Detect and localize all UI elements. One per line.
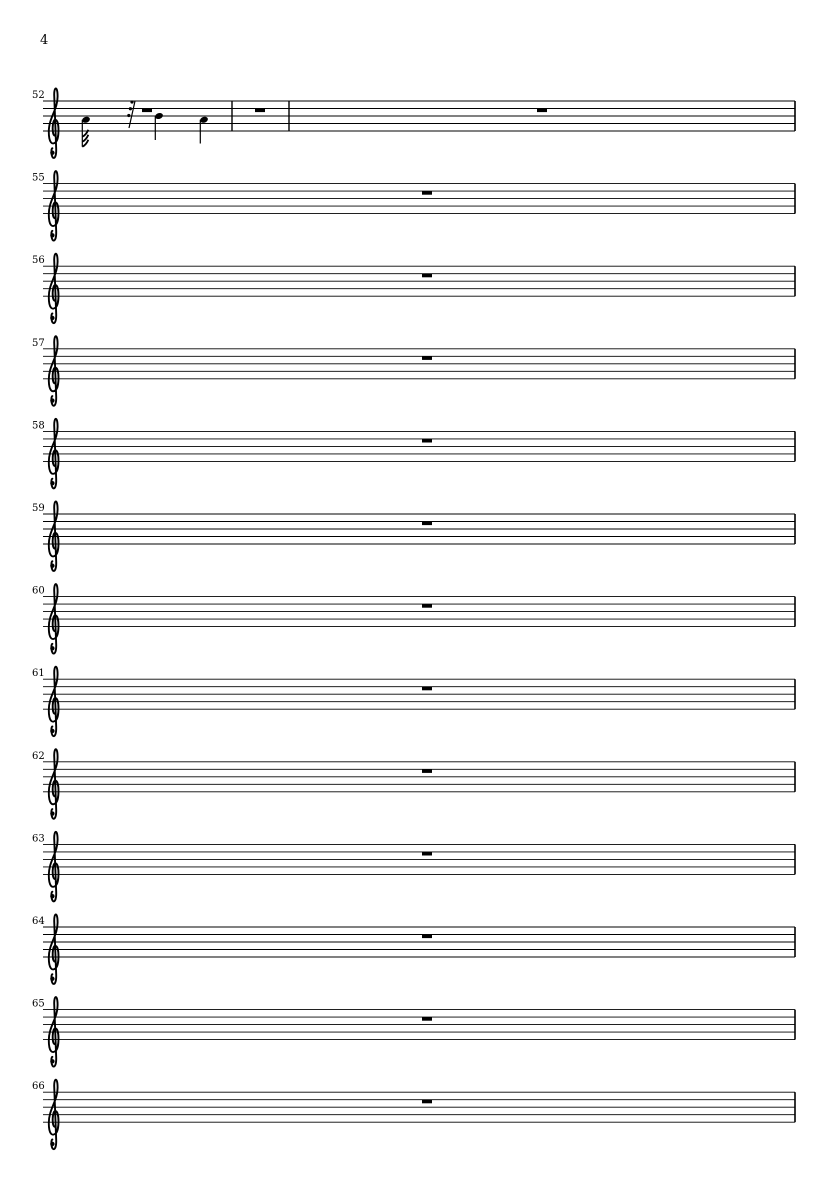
note-d5-quarter <box>154 112 164 140</box>
staff-system <box>32 88 795 158</box>
staff-system <box>32 667 795 737</box>
measure-number: 66 <box>32 1081 45 1093</box>
measure-number: 52 <box>32 90 45 101</box>
whole-rest <box>422 935 432 939</box>
whole-rest <box>422 522 432 526</box>
whole-rest <box>422 852 432 856</box>
staff-system <box>32 997 795 1067</box>
staff-system <box>32 584 795 654</box>
treble-clef-icon <box>49 832 59 902</box>
staff-system <box>32 749 795 819</box>
whole-rest <box>142 109 152 113</box>
whole-rest <box>255 109 265 113</box>
staff-system <box>32 419 795 489</box>
treble-clef-icon <box>49 88 59 158</box>
measure-number: 65 <box>32 998 45 1010</box>
staff-system <box>32 914 795 984</box>
treble-clef-icon <box>49 1080 59 1150</box>
staff-system <box>32 336 795 406</box>
treble-clef-icon <box>49 501 59 571</box>
whole-rest <box>422 356 432 360</box>
measure-number: 55 <box>32 172 45 184</box>
treble-clef-icon <box>49 749 59 819</box>
measure-number: 57 <box>32 337 45 349</box>
treble-clef-icon <box>49 254 59 324</box>
whole-rest <box>422 687 432 691</box>
whole-rest <box>537 109 547 113</box>
treble-clef-icon <box>49 419 59 489</box>
treble-clef-icon <box>49 667 59 737</box>
whole-rest <box>422 769 432 773</box>
whole-rest <box>422 1100 432 1104</box>
treble-clef-icon <box>49 584 59 654</box>
staff-system <box>32 1080 795 1150</box>
whole-rest <box>422 604 432 608</box>
measure-number: 62 <box>32 750 45 762</box>
measure-number: 61 <box>32 668 45 680</box>
staff-system <box>32 832 795 902</box>
treble-clef-icon <box>49 171 59 241</box>
page-number: 4 <box>40 33 49 48</box>
whole-rest <box>422 274 432 278</box>
staff-system <box>32 171 795 241</box>
staff-system <box>32 254 795 324</box>
treble-clef-icon <box>49 997 59 1067</box>
measure-number: 64 <box>32 916 45 927</box>
measure-number: 58 <box>32 420 45 432</box>
whole-rest <box>422 439 432 443</box>
measure-number: 59 <box>32 503 45 514</box>
note-b4-quarter <box>199 116 209 144</box>
treble-clef-icon <box>49 336 59 406</box>
measure-number: 56 <box>32 255 45 267</box>
measure-number: 60 <box>32 585 45 597</box>
staff-system <box>32 501 795 571</box>
whole-rest <box>422 191 432 195</box>
treble-clef-icon <box>49 914 59 984</box>
whole-rest <box>422 1017 432 1021</box>
measure-number: 63 <box>32 833 45 845</box>
